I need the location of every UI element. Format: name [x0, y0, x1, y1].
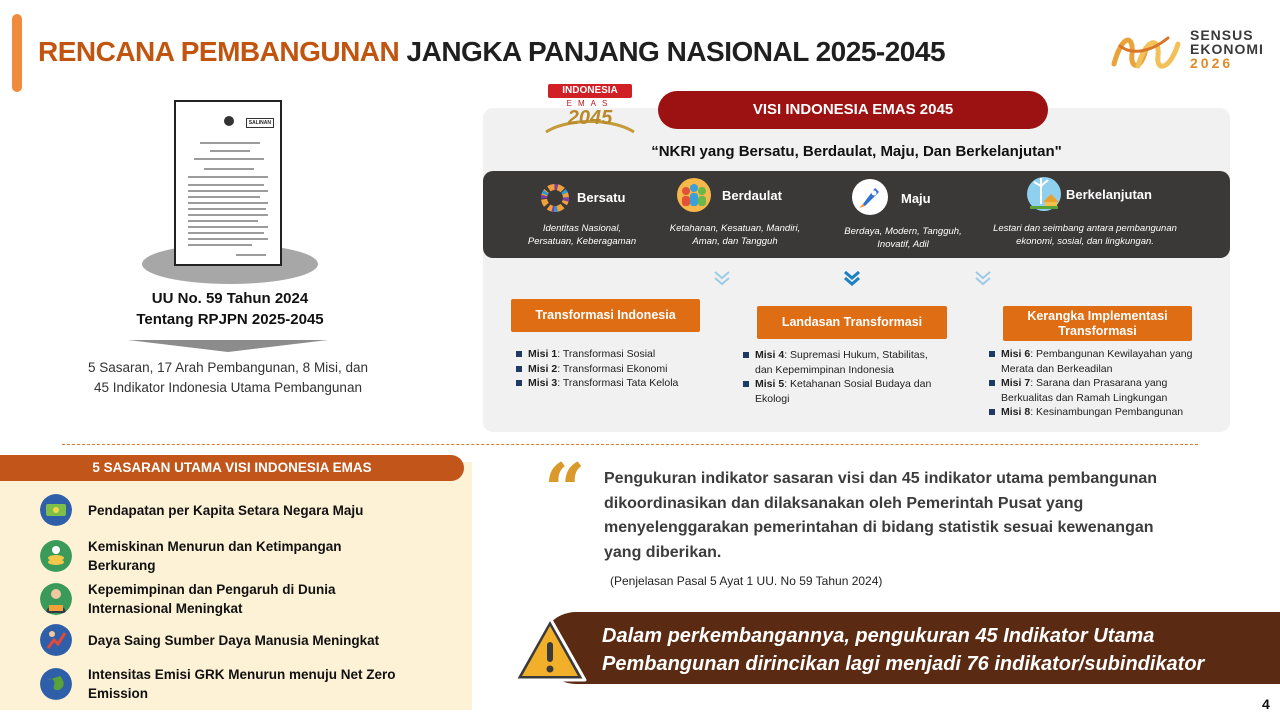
list-item	[514, 376, 714, 391]
sasaran-item	[40, 494, 400, 526]
section-divider	[62, 444, 1198, 445]
sasaran-text: Kepemimpinan dan Pengaruh di Dunia Internasional Meningkat	[88, 582, 336, 616]
warning-icon	[512, 614, 588, 684]
misi-list-landasan	[741, 348, 946, 406]
misi-text: : Supremasi Hukum, Stabilitas, dan Kepemimpinan Indonesia	[755, 349, 928, 376]
emas-logo-line2: EMAS	[566, 99, 614, 108]
quote-text: Pengukuran indikator sasaran visi dan 45 indikator utama pembangunan dikoordinasikan dan dilaksanakan oleh Pemerintah Pusat yang menyelenggarakan pemerintahan di bidang statistik sesuai kewenangan yang diberikan.	[604, 470, 1158, 561]
chevron-down-icon	[841, 267, 863, 289]
ceo-icon	[40, 583, 72, 615]
misi-list-transformasi	[514, 347, 714, 391]
group-transformasi-indonesia: Transformasi Indonesia	[511, 299, 700, 332]
sasaran-item	[40, 665, 400, 703]
sasaran-text: Kemiskinan Menurun dan Ketimpangan Berkurang	[88, 539, 342, 573]
group-landasan-transformasi: Landasan Transformasi	[757, 306, 947, 339]
misi-text: : Transformasi Tata Kelola	[557, 377, 679, 389]
warning-line1: Dalam perkembangannya, pengukuran 45 Indikator Utama	[602, 625, 1155, 647]
misi-text: : Sarana dan Prasarana yang Berkualitas dan Ramah Lingkungan	[1001, 377, 1168, 404]
chevron-down-icon	[972, 267, 994, 289]
sasaran-text: Intensitas Emisi GRK Menurun menuju Net Zero Emission	[88, 667, 396, 701]
list-item	[987, 347, 1209, 376]
down-arrow-shape	[128, 340, 328, 352]
pillar-title-berkelanjutan: Berkelanjutan	[1066, 187, 1152, 202]
list-item	[514, 362, 714, 377]
rocket-icon	[851, 178, 889, 216]
warning-text	[602, 622, 1262, 678]
sasaran-item	[40, 624, 400, 656]
emas-logo-line1: INDONESIA	[562, 85, 618, 96]
misi-text: : Kesinambungan Pembangunan	[1030, 406, 1184, 418]
misi-label: Misi 2	[528, 362, 558, 375]
document-summary-line2: 45 Indikator Indonesia Utama Pembangunan	[94, 380, 362, 395]
page-title	[38, 36, 945, 68]
page-number: 4	[1262, 696, 1270, 712]
pillar-desc-line: Lestari dan seimbang antara pembangunan	[993, 223, 1177, 234]
pillar-desc-berdaulat	[660, 222, 810, 248]
misi-list-kerangka	[987, 347, 1209, 420]
logo-line2: EKONOMI	[1190, 41, 1264, 57]
group-kerangka-implementasi: Kerangka Implementasi Transformasi	[1003, 306, 1192, 341]
visi-statement: “NKRI yang Bersatu, Berdaulat, Maju, Dan Berkelanjutan"	[651, 143, 1062, 160]
sensus-ekonomi-logo-icon	[1108, 24, 1186, 80]
sasaran-text: Daya Saing Sumber Daya Manusia Meningkat	[88, 632, 380, 648]
emas-logo-line3: 2045	[567, 107, 613, 129]
pillar-desc-line: ekonomi, sosial, dan lingkungan.	[1016, 236, 1154, 247]
misi-label: Misi 4	[755, 349, 785, 361]
wind-house-icon	[1026, 176, 1062, 212]
growth-icon	[40, 624, 72, 656]
logo-line1: SENSUS	[1190, 27, 1254, 43]
document-badge: SALINAN	[246, 118, 274, 128]
pillar-desc-bersatu	[512, 222, 652, 248]
misi-text: : Ketahanan Sosial Budaya dan Ekologi	[755, 378, 932, 405]
coins-icon	[40, 540, 72, 572]
warning-line2: Pembangunan dirincikan lagi menjadi 76 indikator/subindikator	[602, 653, 1205, 675]
earth-icon	[40, 668, 72, 700]
quote-source: (Penjelasan Pasal 5 Ayat 1 UU. No 59 Tahun 2024)	[610, 574, 883, 588]
page-title-highlight: RENCANA PEMBANGUNAN	[38, 36, 400, 67]
list-item	[741, 348, 946, 377]
document-summary-line1: 5 Sasaran, 17 Arah Pembangunan, 8 Misi, dan	[88, 360, 368, 375]
misi-label: Misi 1	[528, 348, 558, 360]
logo-text	[1190, 28, 1264, 70]
pillar-desc-line: Ketahanan, Kesatuan, Mandiri,	[669, 223, 801, 234]
misi-label: Misi 8	[1001, 406, 1031, 418]
misi-label: Misi 3	[528, 377, 558, 389]
law-document-thumbnail	[174, 100, 282, 266]
sasaran-item	[40, 537, 400, 575]
sasaran-item	[40, 580, 400, 618]
emblem-icon	[224, 116, 234, 126]
misi-label: Misi 6	[1001, 348, 1031, 360]
misi-label: Misi 7	[1001, 377, 1031, 389]
logo-year: 2026	[1190, 55, 1234, 71]
misi-label: Misi 5	[755, 378, 785, 390]
pillar-desc-line: Aman, dan Tangguh	[692, 236, 778, 247]
list-item	[987, 405, 1209, 420]
pillar-desc-maju	[828, 225, 978, 251]
visi-header: VISI INDONESIA EMAS 2045	[658, 91, 1048, 129]
pillar-title-maju: Maju	[901, 191, 931, 206]
list-item	[741, 377, 946, 406]
pillar-title-berdaulat: Berdaulat	[722, 188, 782, 203]
indonesia-emas-logo	[538, 80, 642, 136]
list-item	[514, 347, 714, 362]
document-title-line2: Tentang RPJPN 2025-2045	[136, 311, 324, 328]
sasaran-header: 5 SASARAN UTAMA VISI INDONESIA EMAS	[0, 455, 464, 481]
chevron-down-icon	[711, 267, 733, 289]
money-icon	[40, 494, 72, 526]
pillar-desc-line: Persatuan, Keberagaman	[527, 236, 637, 247]
list-item	[987, 376, 1209, 405]
page-title-rest: JANGKA PANJANG NASIONAL 2025-2045	[406, 36, 946, 67]
people-icon	[676, 177, 712, 213]
document-title-line1: UU No. 59 Tahun 2024	[151, 290, 309, 307]
pillar-desc-line: Berdaya, Modern, Tangguh,	[844, 226, 962, 237]
misi-text: : Transformasi Ekonomi	[557, 362, 668, 375]
pillar-title-bersatu: Bersatu	[577, 190, 626, 205]
pillar-desc-line: Identitas Nasional,	[542, 223, 622, 234]
ring-icon	[540, 183, 570, 213]
sasaran-text: Pendapatan per Kapita Setara Negara Maju	[88, 502, 364, 518]
document-summary	[72, 358, 384, 398]
document-title	[100, 288, 360, 330]
misi-text: : Pembangunan Kewilayahan yang Merata dan Berkeadilan	[1001, 348, 1193, 375]
pillar-desc-berkelanjutan	[980, 222, 1190, 248]
quote-mark-icon: “	[544, 447, 586, 532]
misi-text: : Transformasi Sosial	[557, 348, 656, 360]
title-accent-bar	[12, 14, 22, 92]
pillar-desc-line: Inovatif, Adil	[877, 239, 929, 250]
